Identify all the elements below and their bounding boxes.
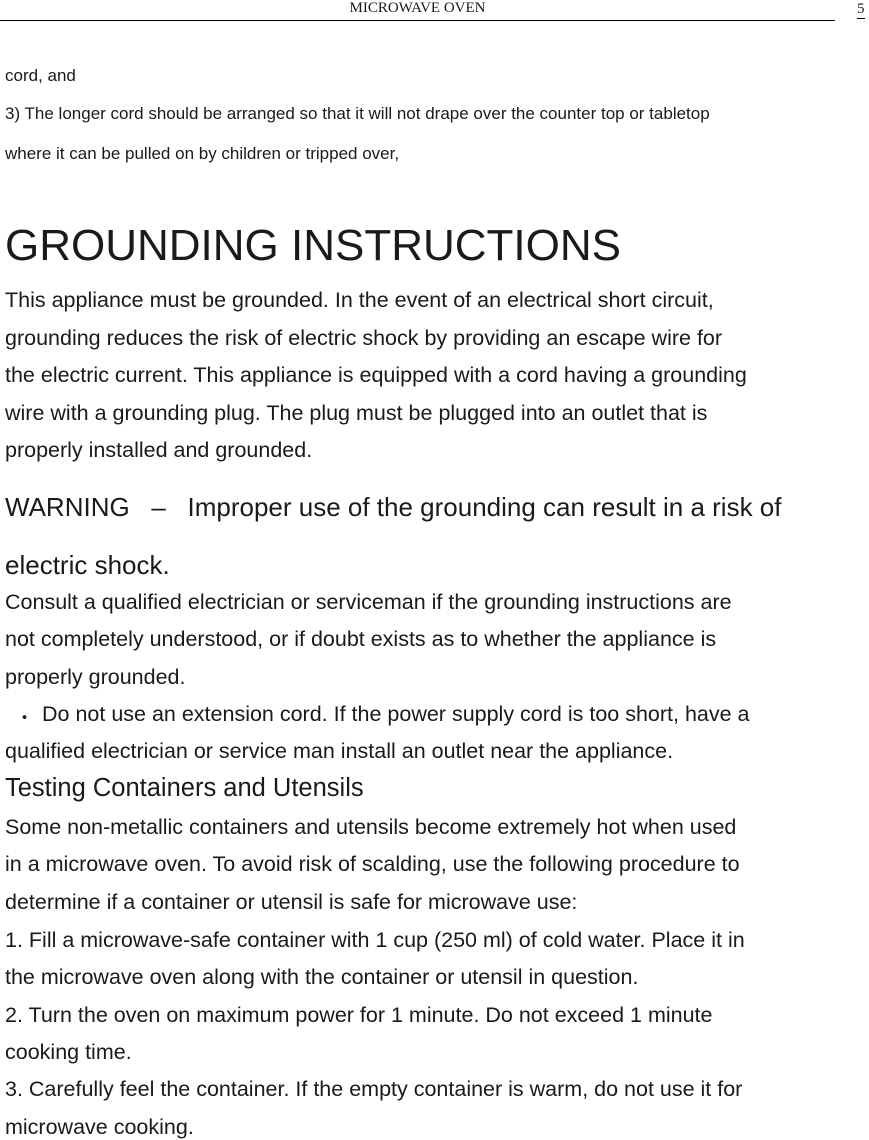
testing-step-2: 2. Turn the oven on maximum power for 1 minute. Do not exceed 1 minute <box>5 1003 713 1027</box>
page-number: 5 <box>857 1 865 17</box>
testing-line: cooking time. <box>5 1040 132 1064</box>
consult-line: not completely understood, or if doubt exists as to whether the appliance is <box>5 627 717 651</box>
grounding-paragraph-line: grounding reduces the risk of electric shock by providing an escape wire for <box>5 326 723 350</box>
warning-line-2: electric shock. <box>5 550 170 580</box>
testing-line: the microwave oven along with the container or utensil in question. <box>5 965 639 989</box>
testing-step-3: 3. Carefully feel the container. If the empty container is warm, do not use it for <box>5 1077 743 1101</box>
testing-line: Some non-metallic containers and utensils become extremely hot when used <box>5 815 737 839</box>
grounding-heading: GROUNDING INSTRUCTIONS <box>5 221 621 270</box>
bullet-line-2: qualified electrician or service man install an outlet near the appliance. <box>5 739 674 763</box>
testing-heading: Testing Containers and Utensils <box>5 774 364 802</box>
intro-line-1: cord, and <box>5 66 76 85</box>
bullet-dot: ・ <box>14 707 35 730</box>
consult-line: Consult a qualified electrician or serviceman if the grounding instructions are <box>5 590 732 614</box>
intro-line-3: where it can be pulled on by children or tripped over, <box>5 144 400 163</box>
intro-line-2: 3) The longer cord should be arranged so that it will not drape over the counter top or tabletop <box>5 104 710 123</box>
testing-line: determine if a container or utensil is safe for microwave use: <box>5 890 578 914</box>
grounding-paragraph-line: wire with a grounding plug. The plug must be plugged into an outlet that is <box>5 401 708 425</box>
testing-line: in a microwave oven. To avoid risk of scalding, use the following procedure to <box>5 852 740 876</box>
consult-line: properly grounded. <box>5 665 186 689</box>
bullet-line-1: Do not use an extension cord. If the power supply cord is too short, have a <box>42 702 750 726</box>
testing-step-1: 1. Fill a microwave-safe container with 1 cup (250 ml) of cold water. Place it in <box>5 928 745 952</box>
grounding-paragraph-line: the electric current. This appliance is equipped with a cord having a grounding <box>5 363 747 387</box>
header-rule <box>0 20 835 21</box>
warning-line-1: WARNING – Improper use of the grounding can result in a risk of <box>5 492 782 522</box>
testing-line: microwave cooking. <box>5 1115 194 1139</box>
grounding-paragraph-line: properly installed and grounded. <box>5 438 313 462</box>
page-header-title: MICROWAVE OVEN <box>349 0 486 16</box>
grounding-paragraph-line: This appliance must be grounded. In the event of an electrical short circuit, <box>5 288 714 312</box>
